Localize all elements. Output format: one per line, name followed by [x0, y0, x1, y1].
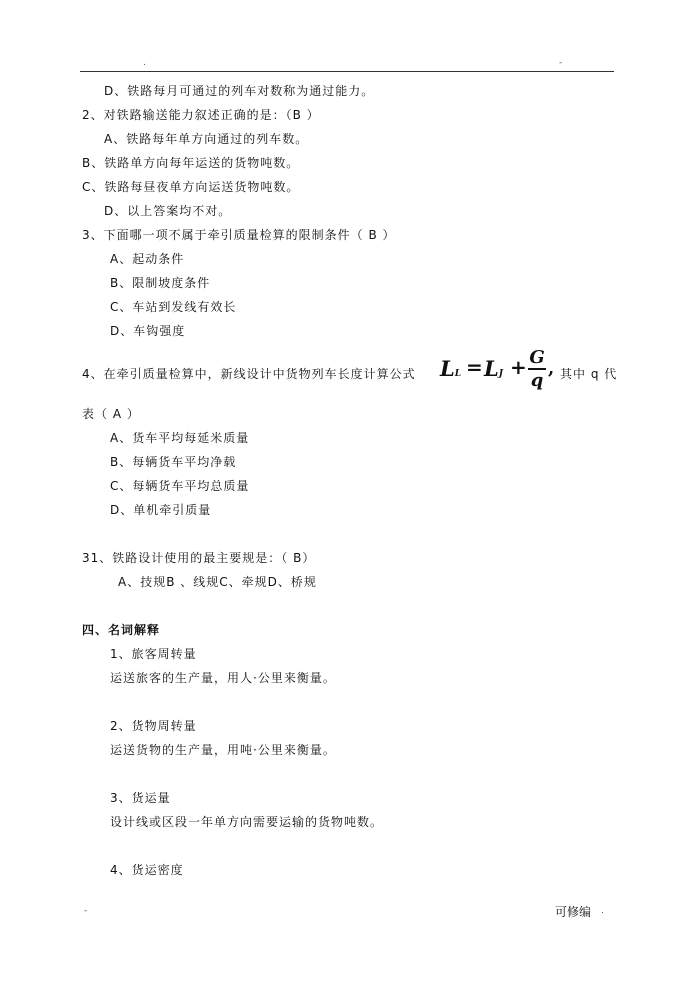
text-line-q4tail: 其中 q 代: [560, 367, 618, 381]
formula-fraction: [528, 348, 546, 391]
text-line-q4b: 表（ A ）: [82, 407, 140, 421]
text-line-q4a_opt: A、货车平均每延米质量: [110, 431, 250, 445]
text-line-q1d: D、铁路每月可通过的列车对数称为通过能力。: [104, 84, 375, 98]
header-right-mark: -: [559, 58, 563, 68]
formula-denominator: q: [530, 370, 544, 391]
text-line-q2: 2、对铁路输送能力叙述正确的是：（B ）: [82, 108, 320, 122]
formula-plus: +: [510, 355, 527, 379]
text-line-q2c: C、铁路每昼夜单方向运送货物吨数。: [82, 180, 300, 194]
formula-comma: ,: [548, 358, 555, 379]
text-line-q4d_opt: D、单机牵引质量: [110, 503, 212, 517]
text-line-q2b: B、铁路单方向每年运送的货物吨数。: [82, 156, 300, 170]
text-line-t3d: 设计线或区段一年单方向需要运输的货物吨数。: [110, 815, 384, 829]
text-line-q4b_opt: B、每辆货车平均净载: [110, 455, 237, 469]
text-line-q4: 4、在牵引质量检算中，新线设计中货物列车长度计算公式: [82, 367, 416, 381]
footer-right-dot: .: [601, 906, 604, 916]
header-rule: [80, 71, 614, 72]
text-line-q3: 3、下面哪一项不属于牵引质量检算的限制条件（ B ）: [82, 228, 396, 242]
text-line-q2d: D、以上答案均不对。: [104, 204, 232, 218]
text-line-q31: 31、铁路设计使用的最主要规是：（ B）: [82, 551, 316, 565]
footer-editable-label: 可修编: [555, 905, 592, 919]
text-line-t1d: 运送旅客的生产量，用人·公里来衡量。: [110, 671, 336, 685]
text-line-q3c: C、车站到发线有效长: [110, 300, 237, 314]
text-line-t4: 4、货运密度: [110, 863, 184, 877]
text-line-t3: 3、货运量: [110, 791, 171, 805]
text-line-t1: 1、旅客周转量: [110, 647, 197, 661]
text-line-q3d: D、车钩强度: [110, 324, 186, 338]
text-line-q4c_opt: C、每辆货车平均总质量: [110, 479, 250, 493]
text-line-t2d: 运送货物的生产量，用吨·公里来衡量。: [110, 743, 336, 757]
formula-term: LJ: [484, 356, 504, 381]
formula-lhs: LL: [440, 356, 462, 381]
text-line-q3b: B、限制坡度条件: [110, 276, 211, 290]
formula-equals: =: [466, 355, 483, 379]
text-line-q2a: A、铁路每年单方向通过的列车数。: [104, 132, 309, 146]
text-line-sec4: 四、名词解释: [82, 623, 161, 637]
footer-left-mark: -: [84, 906, 88, 916]
formula-numerator: G: [529, 347, 545, 368]
text-line-q3a: A、起动条件: [110, 252, 185, 266]
text-line-t2: 2、货物周转量: [110, 719, 197, 733]
text-line-q31opts: A、技规B 、线规C、牵规D、桥规: [118, 575, 317, 589]
header-left-mark: .: [143, 58, 146, 68]
